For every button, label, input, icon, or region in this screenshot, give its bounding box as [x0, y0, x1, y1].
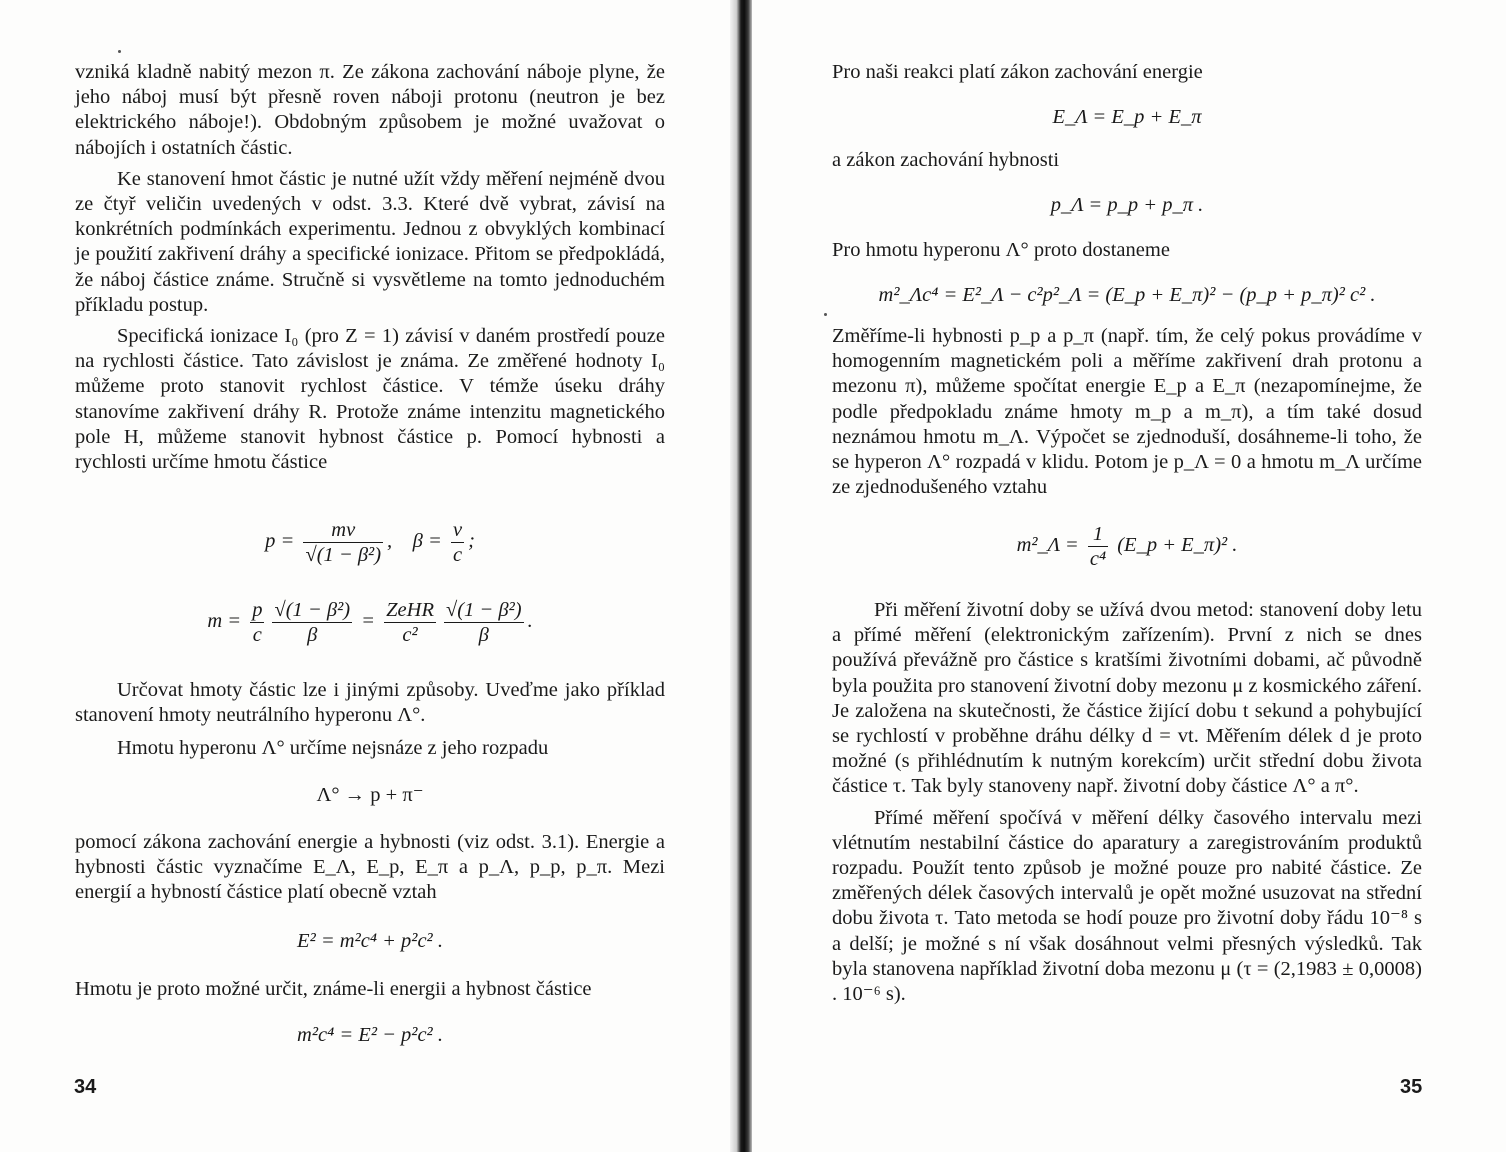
eq-rhs: (E_p + E_π)² .: [1117, 534, 1238, 557]
fraction: [303, 518, 383, 567]
paragraph: Specifická ionizace I₀ (pro Z = 1) závisí v daném prostředí pouze na rychlosti částice. Tato závislost je známa. Ze změřené hodnoty I₀ můžeme proto stanovit rychlost částice. V témže úseku dráhy stanovíme zakřivení dráhy R. Protože známe intenzitu magnetického pole H, můžeme stanovit hybnost částice p. Pomocí hybnosti a rychlosti určíme hmotu částice: [75, 325, 665, 474]
numerator: p: [252, 599, 263, 621]
denominator: β: [307, 624, 318, 646]
print-speck: [824, 313, 827, 316]
eq-sign: =: [361, 610, 376, 633]
page-number: 34: [74, 1076, 97, 1098]
denominator: c⁴: [1089, 548, 1107, 570]
paragraph: Pro hmotu hyperonu Λ° proto dostaneme: [832, 239, 1170, 261]
left-page: [0, 0, 738, 1152]
numerator: √(1 − β²): [445, 599, 522, 621]
equation-energy-momentum: E² = m²c⁴ + p²c² .: [297, 930, 443, 952]
equation-momentum-beta: p = $\frac{mv}{\text{√(1 − β²)}}$ , β = $\frac{v}{c}$ ;: [265, 519, 475, 566]
paragraph: Ke stanovení hmot částic je nutné užít vždy měření nejméně dvou ze čtyř veličin uvedených v odst. 3.3. Které dvě vybrat, závisí na konkrétních podmínkách experimentu. Jednou z obvyklých kombinací je použití zakřivení dráhy a specifické ionizace. Přitom se předpokládá, že náboj částice známe. Stručně si vysvětleme na tomto jednoduchém příkladu postup.: [75, 167, 665, 316]
right-text-block-2: [832, 598, 1422, 1007]
paragraph: vzniká kladně nabitý mezon π. Ze zákona zachování náboje plyne, že jeho náboj musí být přesně roven náboji protonu (neutron je bez elektrického náboje!). Obdobným způsobem je možné uvažovat o nábojích i ostatních částic.: [75, 61, 665, 159]
eq-lhs: β =: [412, 530, 442, 553]
paragraph: Při měření životní doby se užívá dvou metod: stanovení doby letu a přímé měření (elektronickým zařízením). První z nich se dnes používá převážně pro částice s kratšími životními dobami, ač původně byla použita pro stanovení životní doby mezonu μ z kosmického záření. Je založena na skutečnosti, že částice žijící dobu t sekund a pohybující se rychlostí v proběhne dráhu délky d = vt. Měřením délek d je proto možné (s přihlédnutím k nutným korekcím) určit střední dobu života částice τ. Tak byly stanoveny např. životní doby částice Λ° a π°.: [832, 599, 1422, 798]
fraction: [1088, 522, 1108, 571]
right-page: [752, 0, 1506, 1152]
fraction: [250, 598, 264, 647]
paragraph: Hmotu je proto možné určit, známe-li energii a hybnost částice: [75, 978, 592, 1000]
right-text-line: [832, 60, 1422, 85]
equation-mass-squared: m²c⁴ = E² − p²c² .: [297, 1024, 443, 1046]
equation-hyperon-mass-simple: [832, 522, 1422, 571]
denominator: c: [252, 624, 262, 646]
paragraph: a zákon zachování hybnosti: [832, 149, 1060, 171]
numerator: 1: [1088, 522, 1108, 547]
equation-mass: m = $\frac{p}{c}$ $\frac{\text{√(1 − β²)}}{\beta}$ = $\frac{\text{ZeHR}}{\text{c²}}$ $\frac{\text{√(1 − β²)}}{\beta}$ .: [207, 599, 533, 646]
numerator: mv: [303, 518, 383, 543]
print-speck: [118, 50, 121, 53]
denominator: β: [478, 624, 489, 646]
paragraph: Určovat hmoty částic lze i jinými způsoby. Uveďme jako příklad stanovení hmoty neutrálního hyperonu Λ°.: [75, 679, 665, 727]
fraction: [451, 518, 464, 567]
paragraph: Přímé měření spočívá v měření délky časového intervalu mezi vlétnutím nestabilní částice do aparatury a zaregistrováním produktů rozpadu. Použít tento způsob je možné pouze pro nabité částice. Ze změřených délek časových intervalů je opět možné usuzovat na střední dobu života τ. Tato metoda se hodí pouze pro životní doby řádu 10⁻⁸ s a delší; je možné s ní však dosáhnout velmi přesných výsledků. Tak byla stanovena například životní doba mezonu μ (τ = (2,1983 ± 0,0008) . 10⁻⁶ s).: [832, 806, 1422, 1006]
fraction: [444, 598, 524, 647]
left-text-block-4: [75, 977, 665, 1002]
denominator: √(1 − β²): [305, 544, 382, 566]
denominator: c: [452, 544, 463, 566]
fraction: [272, 598, 352, 647]
numerator: √(1 − β²): [274, 599, 351, 621]
numerator: v: [452, 519, 463, 541]
equation-energy-conservation: E_Λ = E_p + E_π: [1052, 106, 1202, 128]
eq-lhs: p =: [265, 530, 295, 553]
equation-hyperon-mass-full: m²_Λc⁴ = E²_Λ − c²p²_Λ = (E_p + E_π)² − (p_p + p_π)² c² .: [878, 284, 1376, 306]
denominator: c²: [402, 624, 418, 646]
fraction: [384, 598, 436, 647]
equation-momentum-conservation: p_Λ = p_p + p_π .: [1050, 194, 1204, 216]
right-text-block-1: [832, 324, 1422, 500]
left-text-block-3: [75, 830, 665, 906]
paragraph: Pro naši reakci platí zákon zachování energie: [832, 61, 1203, 83]
numerator: ZeHR: [386, 599, 434, 621]
left-text-block-2: [75, 678, 665, 762]
page-number: 35: [1400, 1076, 1423, 1098]
right-text-line: [832, 238, 1422, 263]
left-text-block-1: [75, 60, 665, 475]
right-text-line: [832, 148, 1422, 173]
paragraph: Hmotu hyperonu Λ° určíme nejsnáze z jeho rozpadu: [117, 737, 549, 760]
equation-decay: Λ° → p + π⁻: [316, 784, 424, 806]
eq-lhs: m =: [207, 610, 242, 633]
eq-lhs: m²_Λ =: [1016, 534, 1079, 557]
paragraph: Změříme-li hybnosti p_p a p_π (např. tím, že celý pokus provádíme v homogenním magnetickém poli a měříme zakřivení drah protonu a mezonu π), můžeme spočítat energie E_p a E_π (nezapomínejme, že podle předpokladu známe hmoty m_p a m_π), a tím také dosud neznámou hmotu m_Λ. Výpočet se zjednoduší, dosáhneme-li toho, že se hyperon Λ° rozpadá v klidu. Potom je p_Λ = 0 a hmotu m_Λ určíme ze zjednodušeného vztahu: [832, 325, 1422, 499]
paragraph: pomocí zákona zachování energie a hybnosti (viz odst. 3.1). Energie a hybnosti částic vyznačíme E_Λ, E_p, E_π a p_Λ, p_p, p_π. Mezi energií a hybností částice platí obecně vztah: [75, 831, 665, 904]
